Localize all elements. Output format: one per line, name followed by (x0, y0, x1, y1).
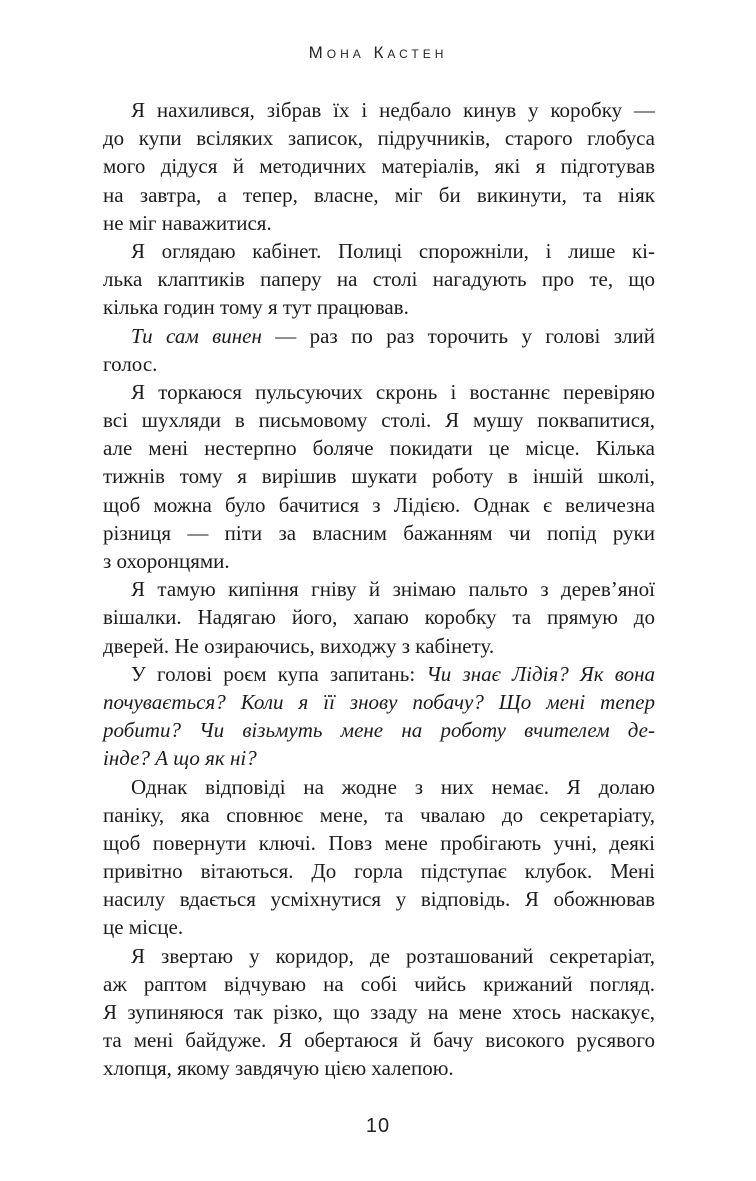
italic-text-segment: Чи знає Лідія? Як вона (426, 661, 655, 686)
paragraph (103, 942, 655, 1083)
text-line (103, 998, 655, 1026)
text-line (103, 773, 655, 801)
paragraph (103, 378, 655, 575)
text-line (103, 378, 655, 406)
text-line (103, 716, 655, 744)
text-line (103, 547, 655, 575)
text-segment: це місце. (103, 915, 184, 940)
body-text (103, 96, 655, 1083)
text-segment: Я тамую кипіння гніву й знімаю пальто з дерев’яної (131, 577, 655, 602)
italic-text-segment: інде? А що як ні? (103, 746, 257, 771)
text-line (103, 913, 655, 941)
text-segment: Я нахилився, зібрав їх і недбало кинув у коробку — (131, 98, 655, 122)
text-line (103, 293, 655, 321)
text-line (103, 1054, 655, 1082)
text-segment: голос. (103, 351, 158, 376)
page-number: 10 (365, 1115, 391, 1137)
text-line (103, 660, 655, 688)
text-segment: — раз по раз торочить у голові злий (261, 323, 655, 348)
text-segment: тижнів тому я вирішив шукати роботу в іншій школі, (103, 464, 655, 489)
text-segment: щоб можна було бачитися з Лідією. Однак є величезна (103, 492, 655, 517)
text-line (103, 970, 655, 998)
paragraph (103, 237, 655, 322)
text-line (103, 124, 655, 152)
text-line (103, 322, 655, 350)
paragraph (103, 660, 655, 773)
text-segment: щоб повернути ключі. Повз мене пробігають учні, деякі (103, 830, 655, 855)
text-line (103, 462, 655, 490)
text-line (103, 1026, 655, 1054)
text-line (103, 942, 655, 970)
text-segment: Я торкаюся пульсуючих скронь і востаннє перевіряю (131, 379, 655, 404)
text-line (103, 209, 655, 237)
text-segment: лька клаптиків паперу на столі нагадують про те, що (103, 267, 655, 292)
text-segment: Я зупиняюся так різко, що ззаду на мене хтось наскакує, (103, 1000, 655, 1024)
paragraph (103, 96, 655, 237)
text-segment: мого дідуся й методичних матеріалів, які я підготував (103, 154, 655, 179)
text-segment: на завтра, а тепер, власне, міг би викинути, та ніяк (103, 182, 655, 207)
text-line (103, 96, 655, 124)
text-line (103, 688, 655, 716)
text-line (103, 857, 655, 885)
text-line (103, 152, 655, 180)
text-line (103, 181, 655, 209)
text-line (103, 265, 655, 293)
text-segment: Однак відповіді на жодне з них немає. Я долаю (131, 774, 655, 799)
text-segment: різниця — піти за власним бажанням чи попід руки (103, 520, 655, 545)
text-line (103, 406, 655, 434)
text-line (103, 829, 655, 857)
text-line (103, 744, 655, 772)
text-segment: привітно вітаються. До горла підступає клубок. Мені (103, 859, 655, 884)
paragraph (103, 322, 655, 378)
text-line (103, 491, 655, 519)
text-segment: та мені байдуже. Я обертаюся й бачу високого русявого (103, 1028, 655, 1053)
text-segment: дверей. Не озираючись, виходжу з кабінету. (103, 633, 495, 658)
text-segment: не міг наважитися. (103, 210, 272, 235)
text-segment: аж раптом відчуваю на собі чийсь крижаний погляд. (103, 971, 655, 996)
text-line (103, 632, 655, 660)
text-segment: вішалки. Надягаю його, хапаю коробку та прямую до (103, 605, 655, 630)
text-line (103, 350, 655, 378)
text-segment: але мені нестерпно боляче покидати це місце. Кілька (103, 436, 655, 461)
text-segment: всі шухляди в письмовому столі. Я мушу поквапитися, (103, 408, 655, 433)
text-segment: кілька годин тому я тут працював. (103, 295, 409, 320)
text-segment: Я оглядаю кабінет. Полиці спорожніли, і лише кі- (131, 238, 655, 263)
italic-text-segment: почувається? Коли я її знову побачу? Що мені тепер (103, 689, 655, 714)
text-line (103, 603, 655, 631)
italic-text-segment: робити? Чи візьмуть мене на роботу вчителем де- (103, 718, 655, 743)
text-line (103, 519, 655, 547)
running-header-author: Мона Кастен (308, 43, 448, 62)
text-segment: до купи всіляких записок, підручників, старого глобуса (103, 126, 655, 151)
text-segment: насилу вдається усміхнутися у відповідь. Я обожнював (103, 887, 655, 912)
text-segment: з охоронцями. (103, 549, 230, 573)
text-line (103, 575, 655, 603)
text-line (103, 885, 655, 913)
text-line (103, 237, 655, 265)
text-line (103, 434, 655, 462)
paragraph (103, 773, 655, 942)
paragraph (103, 575, 655, 660)
text-segment: У голові роєм купа запитань: (131, 661, 427, 686)
text-segment: хлопця, якому завдячую цією халепою. (103, 1056, 454, 1081)
text-segment: Я звертаю у коридор, де розташований секретаріат, (131, 943, 655, 968)
italic-text-segment: Ти сам винен (131, 323, 262, 348)
text-line (103, 801, 655, 829)
text-segment: паніку, яка сповнює мене, та чвалаю до секретаріату, (103, 802, 655, 827)
